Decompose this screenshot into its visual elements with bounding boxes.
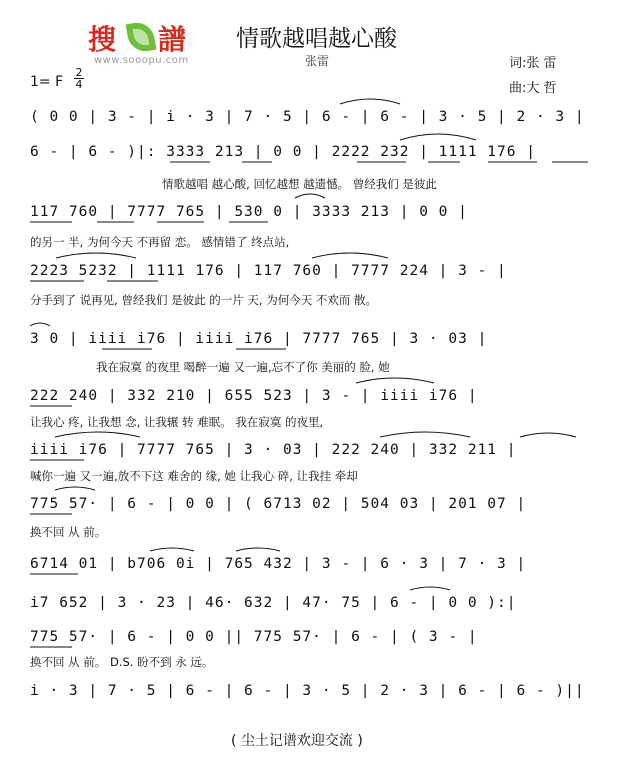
lyric-line-11: 换不回 从 前。 D.S. 盼不到 永 远。 — [30, 655, 214, 669]
lyricist-credit: 词:张 雷 — [509, 56, 557, 71]
slur-mark — [150, 548, 194, 551]
logo-char-2: 譜 — [158, 23, 187, 56]
lyric-line-5: 我在寂寞 的夜里 喝醉一遍 又一遍,忘不了你 美丽的 脸, 她 — [96, 360, 390, 374]
score-row-11: 775 57· | 6 - | 0 0 || 775 57· | 6 - | ( 3 - | — [30, 629, 478, 645]
slur-mark — [356, 378, 434, 383]
slur-mark — [520, 433, 576, 437]
lyric-line-8: 换不回 从 前。 — [30, 525, 107, 539]
song-title: 情歌越唱越心酸 — [236, 26, 397, 52]
score-row-3: 117 760 | 7777 765 | 530 0 | 3333 213 | 0 0 | — [30, 204, 468, 220]
score-row-8: 775 57· | 6 - | 0 0 | ( 6713 02 | 504 03 | 201 07 | — [30, 496, 527, 512]
score-row-7: iiii i76 | 7777 765 | 3 · 03 | 222 240 | 332 211 | — [30, 442, 517, 458]
slur-mark — [236, 548, 280, 551]
score-row-5: 3 0 | iiii i76 | iiii i76 | 7777 765 | 3 · 03 | — [30, 331, 488, 347]
time-signature-bottom: 4 — [75, 78, 83, 91]
composer-credit: 曲:大 哲 — [509, 81, 557, 96]
score-row-12: i · 3 | 7 · 5 | 6 - | 6 - | 3 · 5 | 2 · 3 | 6 - | 6 - )|| — [30, 683, 585, 699]
score-row-1: ( 0 0 | 3 - | i · 3 | 7 · 5 | 6 - | 6 - | 3 · 5 | 2 · 3 | — [30, 109, 585, 125]
slur-mark — [380, 432, 470, 437]
slur-mark — [340, 99, 400, 104]
slur-mark — [55, 487, 95, 490]
key-signature: 1= F — [30, 74, 64, 90]
logo-url[interactable]: www.sooopu.com — [94, 55, 189, 66]
lyric-line-2: 情歌越唱 越心酸, 回忆越想 越遗憾。 曾经我们 是彼此 — [162, 177, 437, 191]
lyric-line-4: 分手到了 说再见, 曾经我们 是彼此 的一片 天, 为何今天 不欢而 散。 — [30, 293, 378, 307]
slur-mark — [410, 587, 450, 590]
logo-char-1: 搜 — [88, 23, 117, 56]
lyric-line-6: 让我心 疼, 让我想 念, 让我辗 转 难眠。 我在寂寞 的夜里, — [30, 415, 324, 429]
time-signature-top: 2 — [75, 66, 83, 79]
slur-mark — [30, 323, 50, 326]
score-row-4: 2223 5232 | 1111 176 | 117 760 | 7777 224 | 3 - | — [30, 263, 507, 279]
score-row-10: i7 652 | 3 · 23 | 46· 632 | 47· 75 | 6 - | 0 0 ):| — [30, 595, 517, 611]
slur-mark — [312, 253, 388, 258]
lyric-line-7: 喊你一遍 又一遍,放不下这 难舍的 缘, 她 让我心 碎, 让我挂 牵却 — [30, 469, 358, 483]
slur-mark — [400, 134, 476, 140]
score-row-9: 6714 01 | b706 0i | 765 432 | 3 - | 6 · 3 | 7 · 3 | — [30, 556, 527, 572]
lyric-line-3: 的另一 半, 为何今天 不再留 恋。 感情错了 终点站, — [30, 235, 290, 249]
slur-mark — [55, 432, 140, 437]
song-subtitle: 张雷 — [305, 54, 330, 68]
score-row-2: 6 - | 6 - )|: 3333 213 | 0 0 | 2222 232 | 1111 176 | — [30, 144, 536, 160]
footer-note: ( 尘土记谱欢迎交流 ) — [231, 733, 363, 749]
slur-mark — [56, 253, 136, 258]
slur-mark — [295, 194, 325, 198]
score-row-6: 222 240 | 332 210 | 655 523 | 3 - | iiii i76 | — [30, 388, 478, 404]
